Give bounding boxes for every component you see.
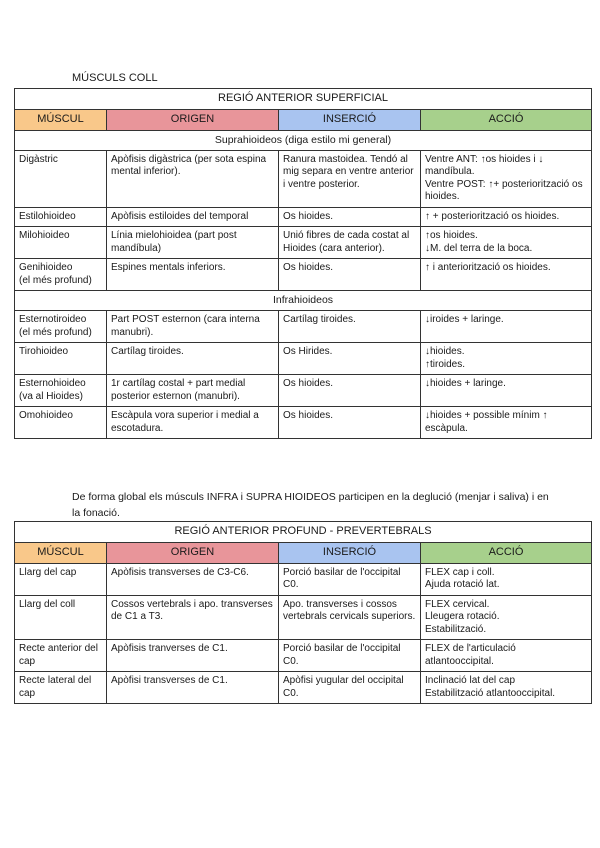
cell-insertion: Os hioides. — [279, 407, 421, 439]
superficial-title: REGIÓ ANTERIOR SUPERFICIAL — [15, 89, 592, 110]
table-row — [15, 640, 592, 672]
table-row — [15, 227, 592, 259]
cell-action: ↓hioides. ↑tiroides. — [421, 343, 592, 375]
cell-insertion: Apo. transverses i cossos vertebrals cervicals superiors. — [279, 595, 421, 640]
header-muscle: MÚSCUL — [15, 109, 107, 130]
cell-action: Ventre ANT: ↑os hioides i ↓ mandíbula. Ventre POST: ↑+ posteriorització os hioides. — [421, 150, 592, 207]
cell-action: ↑ i anteriorització os hioides. — [421, 259, 592, 291]
cell-insertion: Os hioides. — [279, 207, 421, 227]
cell-action: ↑os hioides. ↓M. del terra de la boca. — [421, 227, 592, 259]
cell-origin: Apòfisis tranverses de C1. — [107, 640, 279, 672]
header-action: ACCIÓ — [421, 542, 592, 563]
cell-origin: Apòfisis estiloides del temporal — [107, 207, 279, 227]
cell-origin: Apòfisis transverses de C3-C6. — [107, 563, 279, 595]
cell-muscle: Milohioideo — [15, 227, 107, 259]
table-row — [15, 150, 592, 207]
cell-action: ↑ + posteriorització os hioides. — [421, 207, 592, 227]
header-insertion: INSERCIÓ — [279, 542, 421, 563]
cell-insertion: Os Hirides. — [279, 343, 421, 375]
header-origin: ORIGEN — [107, 109, 279, 130]
cell-origin: Cossos vertebrals i apo. transverses de C1 a T3. — [107, 595, 279, 640]
table-row — [15, 595, 592, 640]
cell-muscle: Llarg del coll — [15, 595, 107, 640]
header-action: ACCIÓ — [421, 109, 592, 130]
table-row — [15, 259, 592, 291]
cell-action: FLEX cervical. Lleugera rotació. Estabilització. — [421, 595, 592, 640]
table-row — [15, 672, 592, 704]
cell-origin: 1r cartílag costal + part medial posterior esternon (manubri). — [107, 375, 279, 407]
table-row — [15, 375, 592, 407]
table-row — [15, 343, 592, 375]
table-row — [15, 311, 592, 343]
cell-muscle: Esternohioideo (va al Hioides) — [15, 375, 107, 407]
cell-action: ↓hioides + laringe. — [421, 375, 592, 407]
cell-insertion: Os hioides. — [279, 375, 421, 407]
cell-insertion: Ranura mastoidea. Tendó al mig separa en ventre anterior i ventre posterior. — [279, 150, 421, 207]
cell-action: FLEX cap i coll. Ajuda rotació lat. — [421, 563, 592, 595]
cell-muscle: Esternotiroideo (el més profund) — [15, 311, 107, 343]
cell-muscle: Recte anterior del cap — [15, 640, 107, 672]
cell-insertion: Porció basilar de l'occipital C0. — [279, 563, 421, 595]
deep-table — [14, 521, 592, 704]
cell-action: ↓hioides + possible mínim ↑ escàpula. — [421, 407, 592, 439]
cell-action: Inclinació lat del cap Estabilització atlantooccipital. — [421, 672, 592, 704]
cell-origin: Espines mentals inferiors. — [107, 259, 279, 291]
table-row — [15, 407, 592, 439]
superficial-table — [14, 88, 592, 439]
global-note: De forma global els músculs INFRA i SUPRA HIOIDEOS participen en la deglució (menjar i saliva) i en la fonació. — [72, 491, 549, 519]
cell-insertion: Os hioides. — [279, 259, 421, 291]
cell-origin: Apòfisi transverses de C1. — [107, 672, 279, 704]
cell-origin: Apòfisis digàstrica (per sota espina mental inferior). — [107, 150, 279, 207]
cell-origin: Part POST esternon (cara interna manubri). — [107, 311, 279, 343]
cell-action: FLEX de l'articulació atlantooccipital. — [421, 640, 592, 672]
cell-muscle: Estilohioideo — [15, 207, 107, 227]
cell-muscle: Genihioideo (el més profund) — [15, 259, 107, 291]
group-title: Infrahioideos — [15, 291, 592, 311]
document-title: MÚSCULS COLL — [72, 72, 158, 84]
table-row — [15, 563, 592, 595]
cell-muscle: Llarg del cap — [15, 563, 107, 595]
cell-insertion: Porció basilar de l'occipital C0. — [279, 640, 421, 672]
deep-title: REGIÓ ANTERIOR PROFUND - PREVERTEBRALS — [15, 522, 592, 543]
cell-insertion: Unió fibres de cada costat al Hioides (cara anterior). — [279, 227, 421, 259]
cell-origin: Línia mielohioidea (part post mandíbula) — [107, 227, 279, 259]
cell-origin: Cartílag tiroides. — [107, 343, 279, 375]
cell-muscle: Tirohioideo — [15, 343, 107, 375]
table-row — [15, 207, 592, 227]
header-muscle: MÚSCUL — [15, 542, 107, 563]
cell-insertion: Apòfisi yugular del occipital C0. — [279, 672, 421, 704]
cell-muscle: Omohioideo — [15, 407, 107, 439]
cell-origin: Escàpula vora superior i medial a escotadura. — [107, 407, 279, 439]
header-insertion: INSERCIÓ — [279, 109, 421, 130]
cell-muscle: Recte lateral del cap — [15, 672, 107, 704]
cell-muscle: Digàstric — [15, 150, 107, 207]
header-origin: ORIGEN — [107, 542, 279, 563]
cell-action: ↓iroides + laringe. — [421, 311, 592, 343]
group-title: Suprahioideos (diga estilo mi general) — [15, 130, 592, 150]
cell-insertion: Cartílag tiroides. — [279, 311, 421, 343]
